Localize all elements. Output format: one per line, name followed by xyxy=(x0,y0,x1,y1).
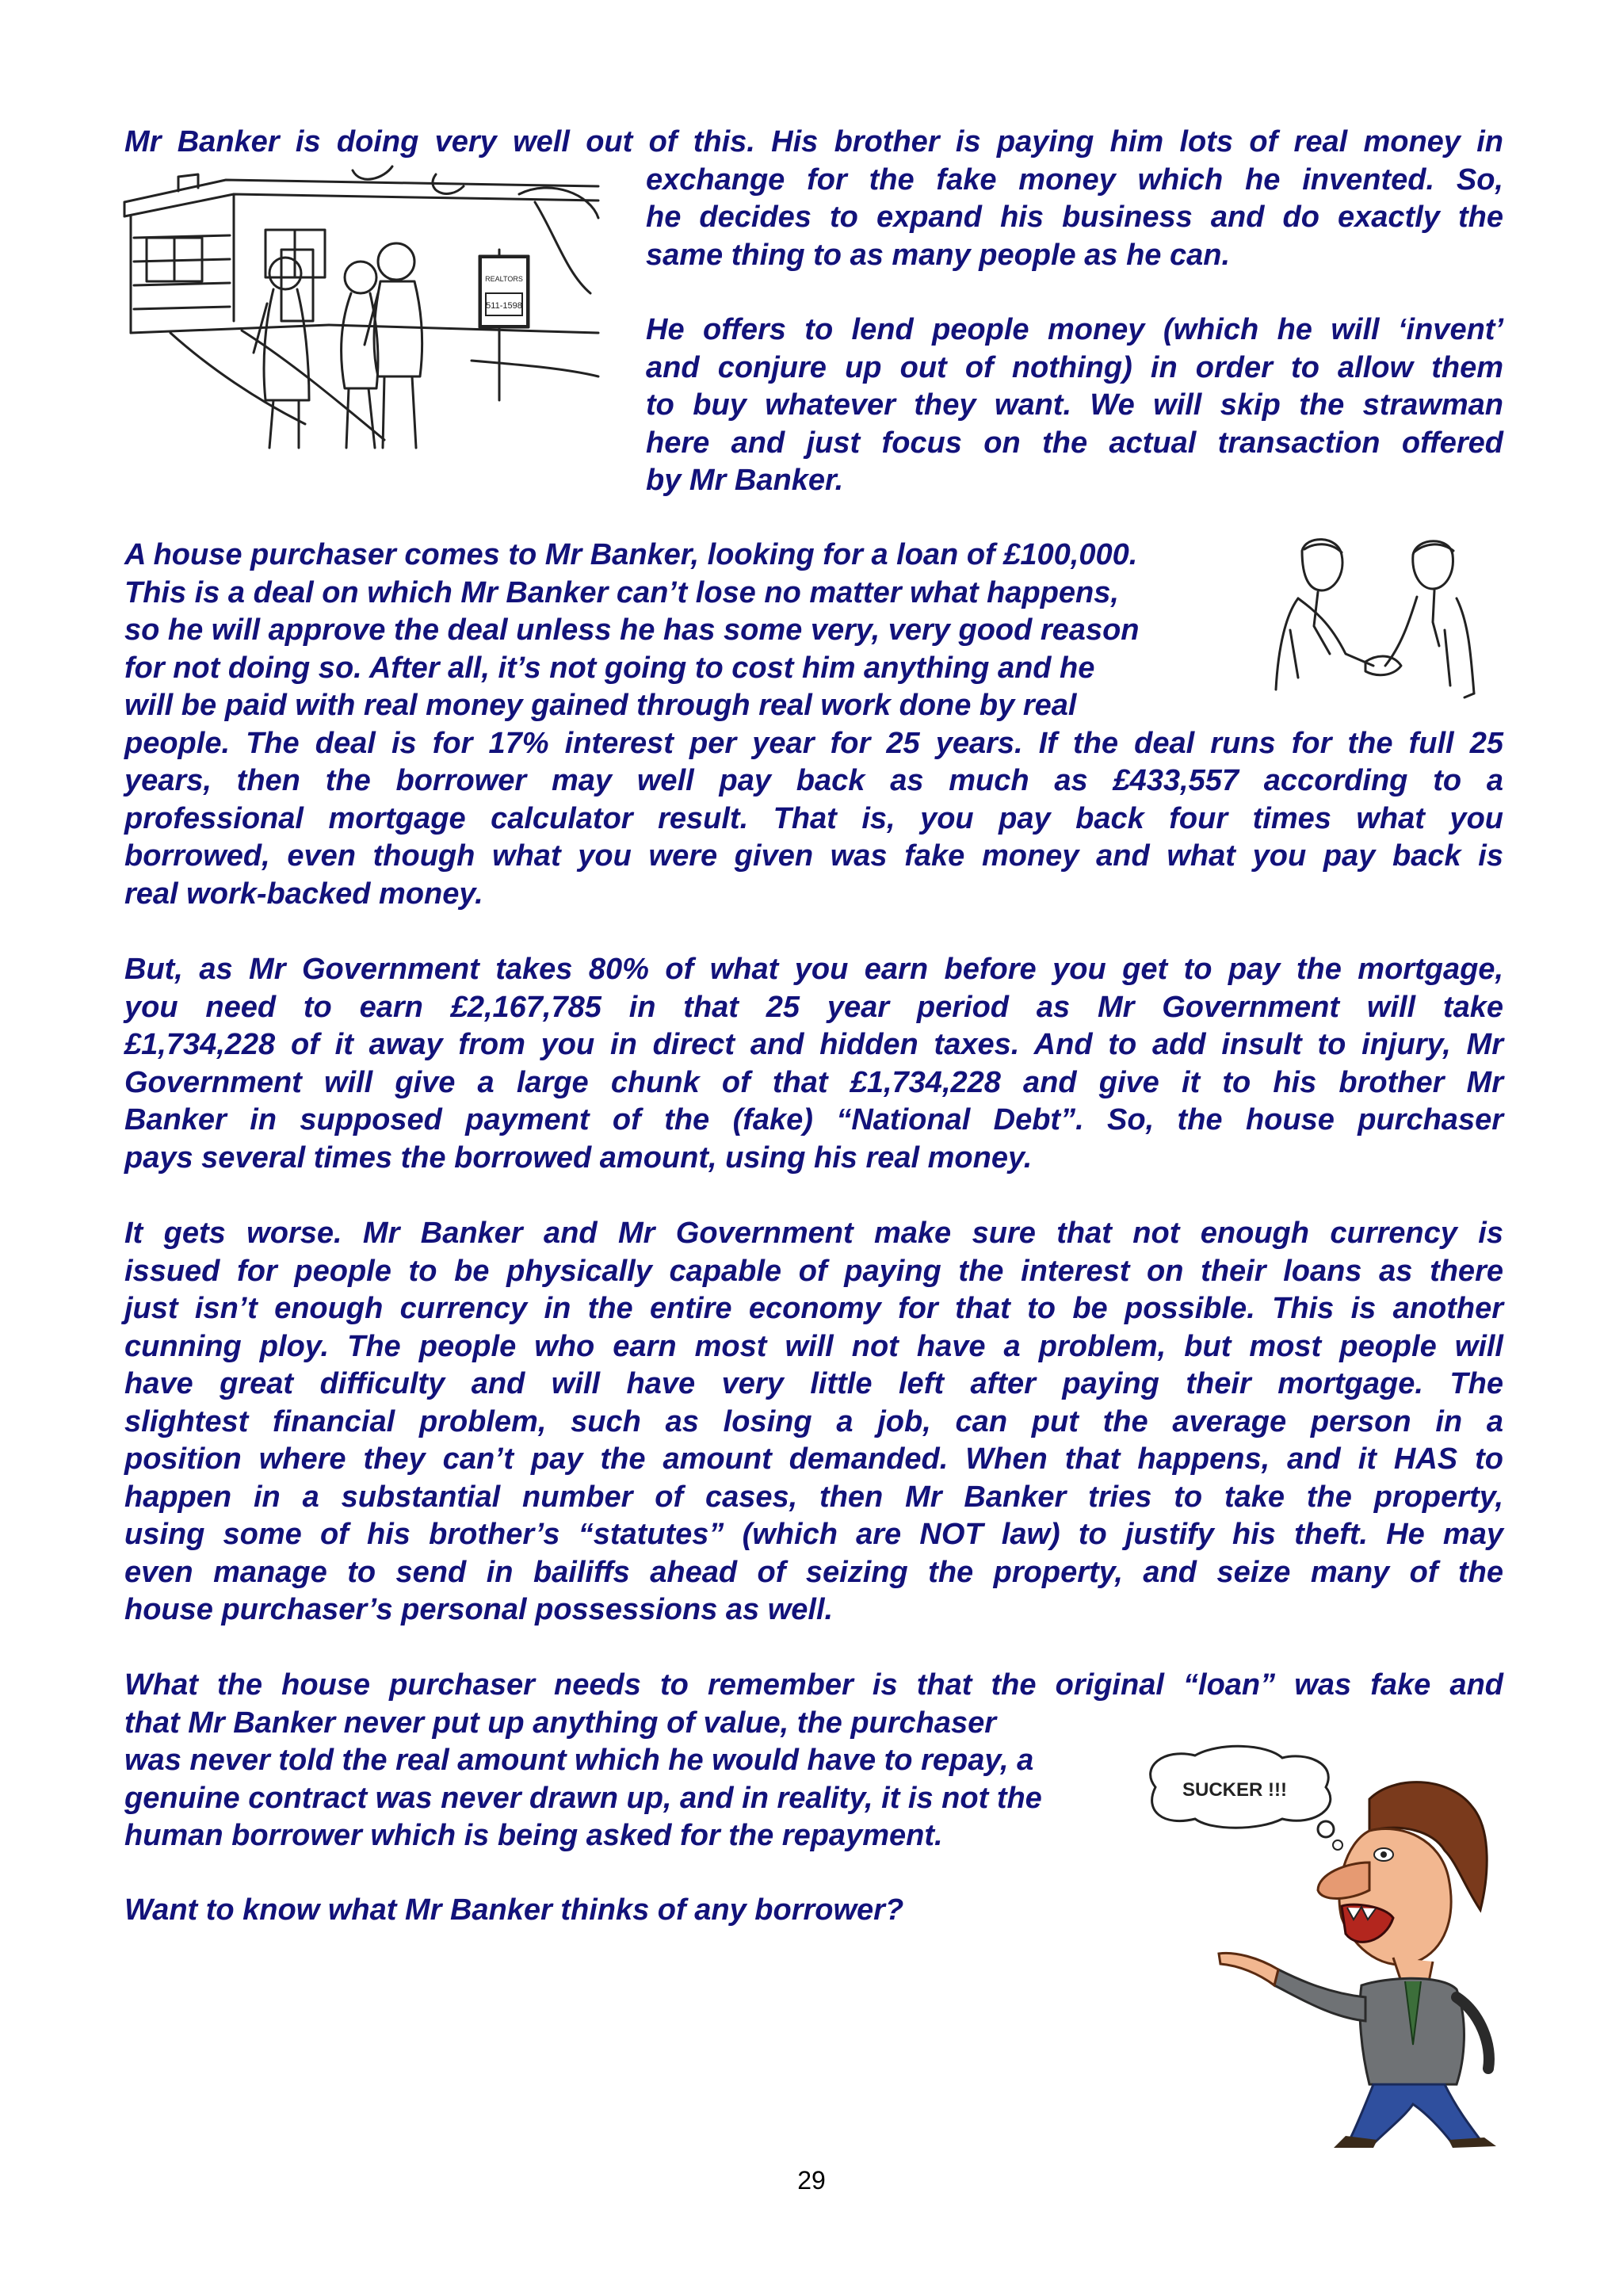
text-line: years, then the borrower may well pay back as much as £433,557 according to a xyxy=(124,764,1503,797)
text-line: here and just focus on the actual transaction offered xyxy=(646,426,1503,460)
text-line: human borrower which is being asked for the repayment. xyxy=(124,1819,943,1852)
text-line: exchange for the fake money which he invented. So, xyxy=(646,162,1503,197)
text-line: happen in a substantial number of cases, then Mr Banker tries to take the property, xyxy=(124,1480,1503,1514)
handshake-illustration xyxy=(1266,535,1482,709)
text-line: What the house purchaser needs to remember is that the original “loan” was fake and xyxy=(124,1668,1503,1702)
thought-bubble xyxy=(1151,1746,1342,1850)
realtor-sign-label: REALTORS xyxy=(485,275,523,283)
text-line: £1,734,228 of it away from you in direct and hidden taxes. And to add insult to injury, Mr xyxy=(124,1028,1503,1061)
text-line: house purchaser’s personal possessions as well. xyxy=(124,1593,834,1626)
text-line: A house purchaser comes to Mr Banker, looking for a loan of £100,000. xyxy=(124,538,1138,571)
handshake-drawing xyxy=(1266,535,1482,709)
text-line: same thing to as many people as he can. xyxy=(646,238,1231,272)
text-line: that Mr Banker never put up anything of value, the purchaser xyxy=(124,1706,997,1740)
text-line: It gets worse. Mr Banker and Mr Government make sure that not enough currency is xyxy=(124,1217,1503,1250)
text-line: issued for people to be physically capable of paying the interest on their loans as there xyxy=(124,1254,1503,1288)
text-line: you need to earn £2,167,785 in that 25 year period as Mr Government will take xyxy=(124,990,1503,1024)
text-line: borrowed, even though what you were given was fake money and what you pay back is xyxy=(124,839,1503,873)
text-line: will be paid with real money gained through real work done by real xyxy=(124,689,1077,722)
text-line: real work-backed money. xyxy=(124,877,483,911)
text-line: Government will give a large chunk of that £1,734,228 and give it to his brother Mr xyxy=(124,1065,1503,1099)
paragraph-4 xyxy=(124,951,1503,1177)
text-line: by Mr Banker. xyxy=(646,464,844,497)
text-line: professional mortgage calculator result. That is, you pay back four times what you xyxy=(124,801,1503,835)
text-line: for not doing so. After all, it’s not going to cost him anything and he xyxy=(124,651,1095,685)
text-line: to buy whatever they want. We will skip the strawman xyxy=(646,388,1503,422)
text-line: he decides to expand his business and do exactly the xyxy=(646,201,1503,234)
page-number: 29 xyxy=(797,2166,826,2195)
text-line: Mr Banker is doing very well out of this. His brother is paying him lots of real money in xyxy=(124,125,1503,159)
text-line: using some of his brother’s “statutes” (which are NOT law) to justify his theft. He may xyxy=(124,1518,1503,1551)
text-line: just isn’t enough currency in the entire economy for that to be possible. This is another xyxy=(124,1292,1503,1325)
banker-cartoon-illustration xyxy=(1132,1744,1504,2148)
text-line: Want to know what Mr Banker thinks of any borrower? xyxy=(124,1893,904,1927)
text-line: Banker in supposed payment of the (fake) “National Debt”. So, the house purchaser xyxy=(124,1103,1503,1137)
text-line: But, as Mr Government takes 80% of what you earn before you get to pay the mortgage, xyxy=(124,953,1503,986)
text-line: cunning ploy. The people who earn most will not have a problem, but most people will xyxy=(124,1329,1503,1363)
paragraph-5 xyxy=(124,1215,1503,1629)
text-line: and conjure up out of nothing) in order to allow them xyxy=(646,350,1503,384)
text-line: have great difficulty and will have very little left after paying their mortgage. The xyxy=(124,1367,1503,1400)
text-line: slightest financial problem, such as losing a job, can put the average person in a xyxy=(124,1404,1503,1438)
text-line: so he will approve the deal unless he has some very, very good reason xyxy=(124,613,1140,647)
text-line: He offers to lend people money (which he will ‘invent’ xyxy=(646,313,1503,346)
text-line: genuine contract was never drawn up, and in reality, it is not the xyxy=(124,1781,1042,1815)
realtor-sign-number: 511-1598 xyxy=(486,301,522,311)
text-line: was never told the real amount which he would have to repay, a xyxy=(124,1744,1034,1777)
text-line: even manage to send in bailiffs ahead of seizing the property, and seize many of the xyxy=(124,1555,1503,1589)
house-drawing xyxy=(123,162,602,476)
text-line: pays several times the borrowed amount, using his real money. xyxy=(124,1140,1033,1175)
text-line: position where they can’t pay the amount demanded. When that happens, and it HAS to xyxy=(124,1442,1503,1476)
text-line: This is a deal on which Mr Banker can’t lose no matter what happens, xyxy=(124,575,1119,609)
banker-drawing xyxy=(1132,1744,1504,2148)
paragraph-2 xyxy=(646,311,1503,500)
text-line: people. The deal is for 17% interest per year for 25 years. If the deal runs for the full 25 xyxy=(124,726,1503,760)
bubble-text: SUCKER !!! xyxy=(1182,1779,1287,1801)
house-illustration xyxy=(123,162,602,476)
